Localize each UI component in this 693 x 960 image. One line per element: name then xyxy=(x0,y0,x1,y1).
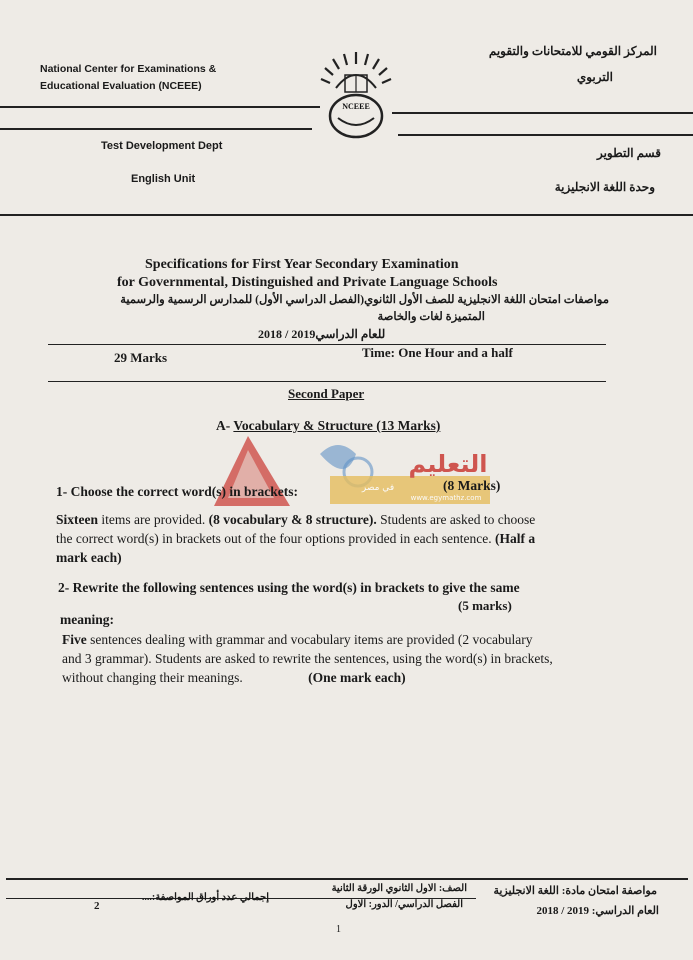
q2-heading: 2- Rewrite the following sentences using the word(s) in brackets to give the same xyxy=(58,580,520,595)
header-divider-right-2 xyxy=(398,134,693,136)
watermark-logo xyxy=(208,432,508,514)
q2-text-2: and 3 grammar). Students are asked to rewrite the sentences, using the word(s) in brackets, xyxy=(62,651,553,666)
q1-sixteen: Sixteen xyxy=(56,512,98,527)
exam-time: Time: One Hour and a half xyxy=(362,345,513,360)
meta-divider xyxy=(48,381,606,382)
footer-pages-value: 2 xyxy=(94,900,100,912)
title-ar-line1: مواصفات امتحان اللغة الانجليزية للصف الأول الثانوي(الفصل الدراسي الأول) للمدارس الرسمية والرسمية xyxy=(120,294,609,306)
dept-en: Test Development Dept xyxy=(101,140,223,152)
q1-marks: (8 Marks) xyxy=(443,478,501,493)
title-divider xyxy=(48,344,606,345)
dept-ar: قسم التطوير xyxy=(596,146,661,160)
q1-half-a: (Half a xyxy=(494,531,536,546)
section-prefix: A- xyxy=(216,418,231,433)
q1-mark-each: mark each) xyxy=(56,550,122,565)
title-line2: for Governmental, Distinguished and Private Language Schools xyxy=(117,275,498,290)
unit-en: English Unit xyxy=(131,173,196,185)
org-name-en-line1: National Center for Examinations & xyxy=(40,63,217,75)
page-number: 1 xyxy=(336,924,341,935)
q2-one-mark-each: (One mark each) xyxy=(308,670,406,685)
paper-heading: Second Paper xyxy=(288,386,365,401)
q2-text-3: without changing their meanings. xyxy=(62,670,243,685)
footer-subject: مواصفة امتحان مادة: اللغة الانجليزية xyxy=(493,885,657,897)
header-bottom-divider xyxy=(0,214,693,216)
footer-grade: الصف: الاول الثانوي الورقة الثانية xyxy=(331,883,467,894)
q2-marks: (5 marks) xyxy=(458,598,512,613)
watermark-sub-text: في مصر xyxy=(361,483,395,493)
title-line1: Specifications for First Year Secondary Examination xyxy=(145,257,459,272)
footer-year: العام الدراسي: 2019 / 2018 xyxy=(536,905,659,917)
q2-description xyxy=(62,630,662,687)
q2-five: Five xyxy=(62,632,87,647)
org-name-ar-line2: التربوي xyxy=(576,70,613,84)
q1-breakdown: (8 vocabulary & 8 structure). xyxy=(208,512,377,527)
footer-top-divider xyxy=(6,878,688,880)
section-name: Vocabulary & Structure (13 Marks) xyxy=(233,418,441,433)
org-name-ar-line1: المركز القومي للامتحانات والتقويم xyxy=(488,44,657,58)
q1-text-1: items are provided. xyxy=(98,512,209,527)
org-name-en-line2: Educational Evaluation (NCEEE) xyxy=(40,80,202,92)
watermark-main-text: التعليم xyxy=(408,450,488,478)
total-marks: 29 Marks xyxy=(114,350,168,365)
logo-text: NCEEE xyxy=(342,102,370,111)
q2-text-1: sentences dealing with grammar and vocabulary items are provided (2 vocabulary xyxy=(86,632,533,647)
unit-ar: وحدة اللغة الانجليزية xyxy=(554,180,655,194)
header-divider-left-2 xyxy=(0,128,312,130)
footer-pages-label: إجمالي عدد أوراق المواصفة:.... xyxy=(141,892,269,903)
footer-term: الفصل الدراسي/ الدور: الاول xyxy=(345,899,463,910)
header-divider-left xyxy=(0,106,320,108)
q1-text-3: the correct word(s) in brackets out of the four options provided in each sentence. xyxy=(56,531,495,546)
q1-heading: 1- Choose the correct word(s) in brackets: xyxy=(56,484,298,499)
watermark-url: www.egymathz.com xyxy=(410,494,482,502)
title-ar-year: للعام الدراسي2019 / 2018 xyxy=(258,327,386,341)
q2-heading-cont: meaning: xyxy=(60,612,114,627)
header-divider-right xyxy=(392,112,693,114)
nceee-logo xyxy=(318,48,394,140)
title-ar-line2: المتميزة لغات والخاصة xyxy=(377,311,485,323)
q1-text-2: Students are asked to choose xyxy=(376,512,536,527)
q1-description xyxy=(56,510,656,567)
